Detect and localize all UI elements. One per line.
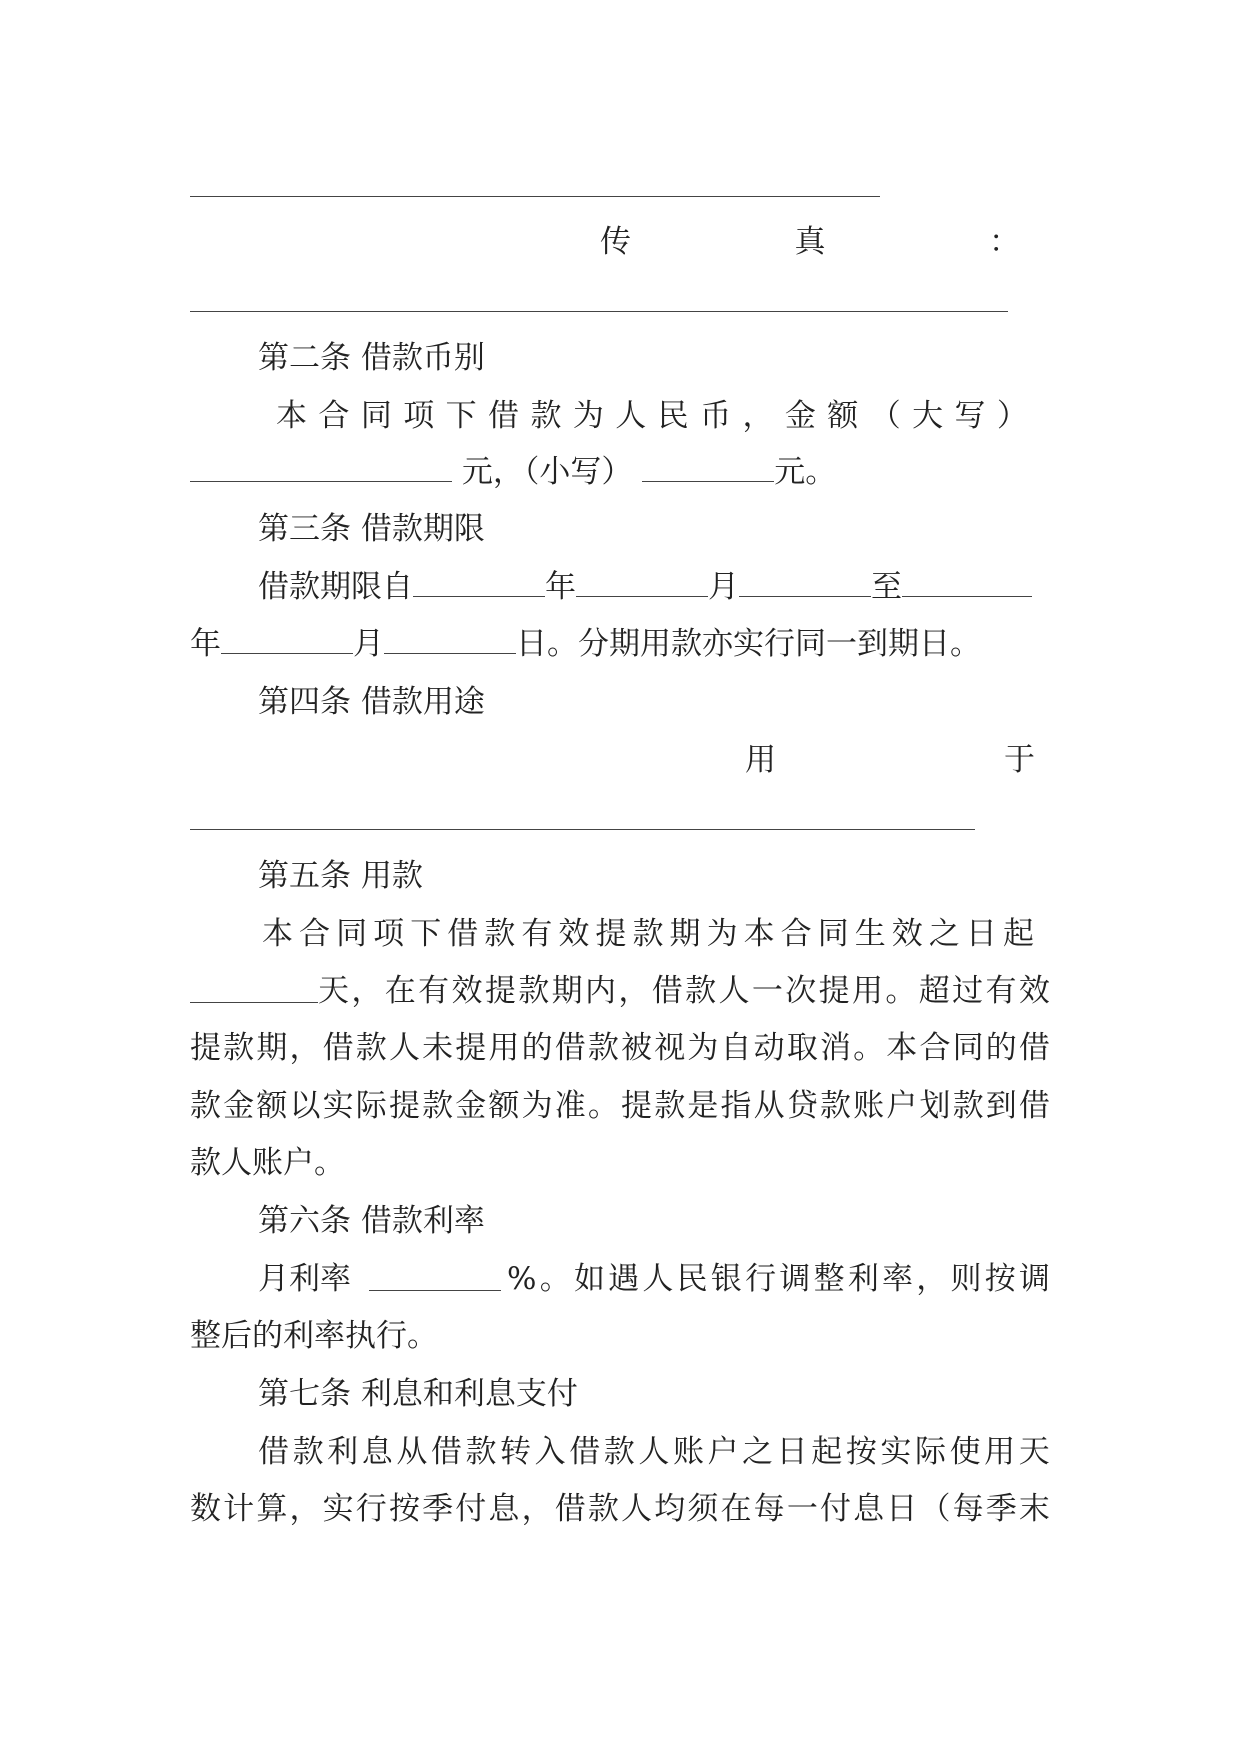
text-char: 借 (651, 973, 683, 1009)
text-char: 借 (447, 916, 479, 952)
text-char: 际 (914, 1434, 946, 1470)
text-char: 是 (687, 1088, 719, 1124)
text-char: 率 (882, 1261, 914, 1297)
text-char: 效 (558, 916, 590, 952)
text-char: 之 (742, 1434, 774, 1470)
text-char: 合 (318, 398, 350, 434)
text-char: 人 (615, 398, 647, 434)
text-char: 数 (190, 1491, 221, 1527)
text-char: （ (919, 1491, 951, 1527)
text-char: 在 (720, 1491, 752, 1527)
text-char: 贷 (786, 1088, 818, 1124)
article5-line1 (262, 912, 1034, 956)
purpose-blank-line (190, 829, 975, 830)
text-char: 自 (720, 1030, 752, 1066)
text-char: 季 (985, 1491, 1017, 1527)
fax-blank-line (190, 311, 1008, 312)
text-char: 金 (455, 1088, 487, 1124)
amount-figures-label: 元。 (774, 454, 837, 490)
text-char: 效 (1018, 973, 1050, 1009)
text-char: % (507, 1261, 537, 1297)
text-char: 。 (587, 1088, 619, 1124)
text-char: 划 (919, 1088, 951, 1124)
text-char: 付 (455, 1491, 487, 1527)
start-year-blank (413, 572, 545, 597)
article6-line1-text (507, 1257, 1050, 1301)
text-char: 则 (950, 1261, 982, 1297)
text-char: ， (289, 1491, 321, 1527)
text-char: 为 (521, 1088, 553, 1124)
article7-heading: 第七条 利息和利息支付 (258, 1376, 578, 1412)
text-char: 内 (585, 973, 616, 1009)
text-char: 算 (256, 1491, 288, 1527)
text-char: 款 (518, 973, 550, 1009)
text-char: 末 (1018, 1491, 1050, 1527)
text-char: 币 (700, 398, 732, 434)
text-char: 提 (621, 1088, 653, 1124)
text-char: 期 (551, 973, 583, 1009)
text-char: 息 (361, 1434, 393, 1470)
text-char: 均 (654, 1491, 686, 1527)
text-char: 账 (672, 1434, 704, 1470)
text-char: 户 (886, 1088, 918, 1124)
text-char: 日 (886, 1491, 918, 1527)
text-char: 生 (854, 916, 886, 952)
to-label: 至 (871, 569, 902, 605)
text-char: 本 (276, 398, 307, 434)
text-char: ， (742, 398, 774, 434)
amount-words-blank (190, 457, 452, 482)
text-char: 息 (488, 1491, 520, 1527)
text-char: 借 (258, 1434, 289, 1470)
text-char: 同 (360, 398, 392, 434)
text-char: 一 (786, 1491, 818, 1527)
text-char: 从 (396, 1434, 428, 1470)
text-char: 民 (657, 398, 689, 434)
end-year-label: 年 (190, 626, 221, 662)
text-char: 到 (985, 1088, 1017, 1124)
text-char: 银 (710, 1261, 742, 1297)
text-char: 。 (885, 973, 917, 1009)
text-char: 实 (322, 1088, 354, 1124)
text-char: 为 (687, 1030, 719, 1066)
amount-words-label: 元，（小写） (461, 454, 633, 490)
text-char: 按 (984, 1261, 1016, 1297)
article3-heading: 第三条 借款期限 (258, 511, 485, 547)
text-char: 人 (718, 973, 750, 1009)
end-day-text: 日。分期用款亦实行同一到期日。 (516, 626, 981, 662)
text-char: 款 (603, 1434, 635, 1470)
text-char: 过 (952, 973, 984, 1009)
text-char: 款 (484, 916, 516, 952)
text-char: 账 (853, 1088, 885, 1124)
text-char: ） (996, 398, 1028, 434)
text-char: 转 (500, 1434, 532, 1470)
text-char: 传 (600, 224, 631, 260)
text-char: 合 (299, 916, 331, 952)
article5-line3 (190, 1026, 1050, 1070)
text-char: 指 (720, 1088, 752, 1124)
text-char: 每 (753, 1491, 785, 1527)
text-char: 额 (256, 1088, 288, 1124)
text-char: 息 (853, 1491, 885, 1527)
text-char: 从 (753, 1088, 785, 1124)
text-char: 款 (530, 398, 562, 434)
text-char: 金 (784, 398, 816, 434)
article6-line1 (258, 1257, 1050, 1301)
text-char: 提 (818, 973, 850, 1009)
monthly-rate-blank (369, 1266, 501, 1291)
text-char: 款 (587, 1491, 619, 1527)
text-char: 真 (794, 224, 826, 260)
end-month-label: 月 (353, 626, 384, 662)
text-char: 额 (488, 1088, 520, 1124)
start-day-blank (739, 572, 871, 597)
text-char: 须 (687, 1491, 719, 1527)
text-char: ， (916, 1261, 948, 1297)
text-char: ， (521, 1491, 553, 1527)
text-char: 款 (190, 1088, 221, 1124)
text-char: 调 (1018, 1261, 1050, 1297)
end-month-blank (221, 629, 353, 654)
text-char: 借 (554, 1030, 586, 1066)
text-char: 行 (745, 1261, 777, 1297)
text-char: 借 (322, 1030, 354, 1066)
text-char: 效 (451, 973, 483, 1009)
text-char: 合 (919, 1030, 951, 1066)
text-char: 期 (669, 916, 701, 952)
text-char: 款 (292, 1434, 324, 1470)
year-label: 年 (545, 569, 576, 605)
text-char: 人 (638, 1434, 670, 1470)
text-char: 际 (355, 1088, 387, 1124)
text-char: 季 (422, 1491, 454, 1527)
text-char: 于 (1004, 742, 1035, 778)
text-char: 款 (465, 1434, 497, 1470)
text-char: 本 (886, 1030, 918, 1066)
text-char: 入 (534, 1434, 566, 1470)
text-char: 计 (223, 1491, 255, 1527)
text-char: 次 (785, 973, 817, 1009)
text-char: 被 (621, 1030, 653, 1066)
text-char: 消 (819, 1030, 851, 1066)
text-char: 以 (289, 1088, 321, 1124)
text-char: 动 (753, 1030, 785, 1066)
text-char: 提 (455, 1030, 487, 1066)
text-char: 合 (780, 916, 812, 952)
article5-line2-text (318, 969, 1050, 1013)
end-year-blank (902, 572, 1032, 597)
text-char: 借 (430, 1434, 462, 1470)
text-char: ： (989, 224, 1020, 260)
text-char: （ (869, 398, 901, 434)
text-char: 起 (1002, 916, 1034, 952)
text-char: 用 (984, 1434, 1016, 1470)
text-char: 的 (521, 1030, 553, 1066)
text-char: 的 (985, 1030, 1017, 1066)
month-label: 月 (708, 569, 739, 605)
text-char: 额 (827, 398, 859, 434)
fax-line (600, 220, 1020, 264)
end-day-blank (384, 629, 516, 654)
text-char: 款 (422, 1088, 454, 1124)
text-char: 使 (949, 1434, 981, 1470)
text-char: 同 (817, 916, 849, 952)
article2-line2 (190, 450, 1050, 494)
term-from-label: 借款期限自 (258, 569, 413, 605)
text-char: 下 (410, 916, 442, 952)
text-char: 行 (355, 1491, 387, 1527)
text-char: 项 (373, 916, 405, 952)
text-char: ， (289, 1030, 321, 1066)
article4-heading: 第四条 借款用途 (258, 684, 485, 720)
text-char: 日 (965, 916, 997, 952)
text-char: 提 (190, 1030, 221, 1066)
start-month-blank (576, 572, 708, 597)
purpose-line (745, 738, 1035, 782)
text-char: 借 (569, 1434, 601, 1470)
text-char: 借 (554, 1491, 586, 1527)
text-char: 款 (587, 1030, 619, 1066)
text-char: ， (351, 973, 383, 1009)
text-char: 借 (488, 398, 520, 434)
text-char: 写 (954, 398, 986, 434)
text-char: 日 (776, 1434, 808, 1470)
article7-line1 (258, 1430, 1050, 1474)
text-char: 借 (1018, 1088, 1050, 1124)
text-char: 款 (355, 1030, 387, 1066)
article3-line2 (190, 622, 1050, 666)
text-char: 为 (572, 398, 604, 434)
text-char: 有 (418, 973, 450, 1009)
text-char: 效 (891, 916, 923, 952)
text-char: 款 (685, 973, 717, 1009)
text-char: 天 (1018, 1434, 1050, 1470)
article6-line2: 整后的利率执行。 (190, 1318, 438, 1354)
text-char: 利 (327, 1434, 359, 1470)
text-char: 用 (488, 1030, 520, 1066)
text-char: 大 (912, 398, 944, 434)
text-char: 户 (707, 1434, 739, 1470)
text-char: 之 (928, 916, 960, 952)
text-char: 人 (388, 1030, 420, 1066)
text-char: 款 (654, 1088, 686, 1124)
article3-line1 (258, 565, 1050, 609)
monthly-rate-label: 月利率 (258, 1261, 351, 1297)
text-char: 天 (318, 973, 349, 1009)
text-char: 遇 (608, 1261, 640, 1297)
text-char: 人 (621, 1491, 653, 1527)
text-char: 民 (676, 1261, 708, 1297)
text-char: 整 (813, 1261, 845, 1297)
text-char: 。 (539, 1261, 571, 1297)
text-char: 取 (786, 1030, 818, 1066)
text-char: 调 (779, 1261, 811, 1297)
article5-line5: 款人账户。 (190, 1145, 345, 1181)
text-char: 项 (403, 398, 435, 434)
text-char: 一 (751, 973, 783, 1009)
article7-line2 (190, 1487, 1050, 1531)
text-char: 准 (554, 1088, 586, 1124)
text-char: 用 (852, 973, 883, 1009)
text-char: 有 (521, 916, 553, 952)
text-char: 款 (952, 1088, 984, 1124)
article2-heading: 第二条 借款币别 (258, 340, 485, 376)
text-char: 提 (388, 1088, 420, 1124)
text-char: 实 (880, 1434, 912, 1470)
text-char: 人 (642, 1261, 674, 1297)
drawdown-days-blank (190, 978, 318, 1003)
text-char: 借 (1018, 1030, 1050, 1066)
text-char: 每 (952, 1491, 984, 1527)
text-char: 视 (654, 1030, 686, 1066)
text-char: 为 (706, 916, 738, 952)
text-char: 同 (952, 1030, 984, 1066)
blank-line-top (190, 196, 880, 197)
text-char: 提 (595, 916, 627, 952)
article5-heading: 第五条 用款 (258, 858, 423, 894)
article2-line1 (276, 394, 1028, 438)
text-char: 付 (819, 1491, 851, 1527)
text-char: 按 (388, 1491, 420, 1527)
text-char: 款 (819, 1088, 851, 1124)
text-char: 利 (847, 1261, 879, 1297)
article5-line4 (190, 1084, 1050, 1128)
text-char: 未 (422, 1030, 454, 1066)
text-char: 提 (484, 973, 516, 1009)
text-char: 同 (336, 916, 368, 952)
amount-figures-blank (642, 457, 774, 482)
text-char: 如 (573, 1261, 605, 1297)
text-char: 款 (223, 1030, 255, 1066)
text-char: 本 (743, 916, 775, 952)
text-char: 用 (745, 742, 776, 778)
text-char: 按 (845, 1434, 877, 1470)
text-char: 期 (256, 1030, 288, 1066)
text-char: 起 (811, 1434, 843, 1470)
text-char: 款 (632, 916, 664, 952)
article6-heading: 第六条 借款利率 (258, 1203, 485, 1239)
text-char: 实 (322, 1491, 354, 1527)
text-char: 超 (918, 973, 950, 1009)
text-char: 下 (445, 398, 477, 434)
text-char: 金 (223, 1088, 255, 1124)
article5-line2 (190, 969, 1050, 1013)
text-char: 有 (985, 973, 1017, 1009)
text-char: ， (618, 973, 650, 1009)
text-char: 本 (262, 916, 293, 952)
text-char: 。 (853, 1030, 885, 1066)
text-char: 在 (384, 973, 416, 1009)
